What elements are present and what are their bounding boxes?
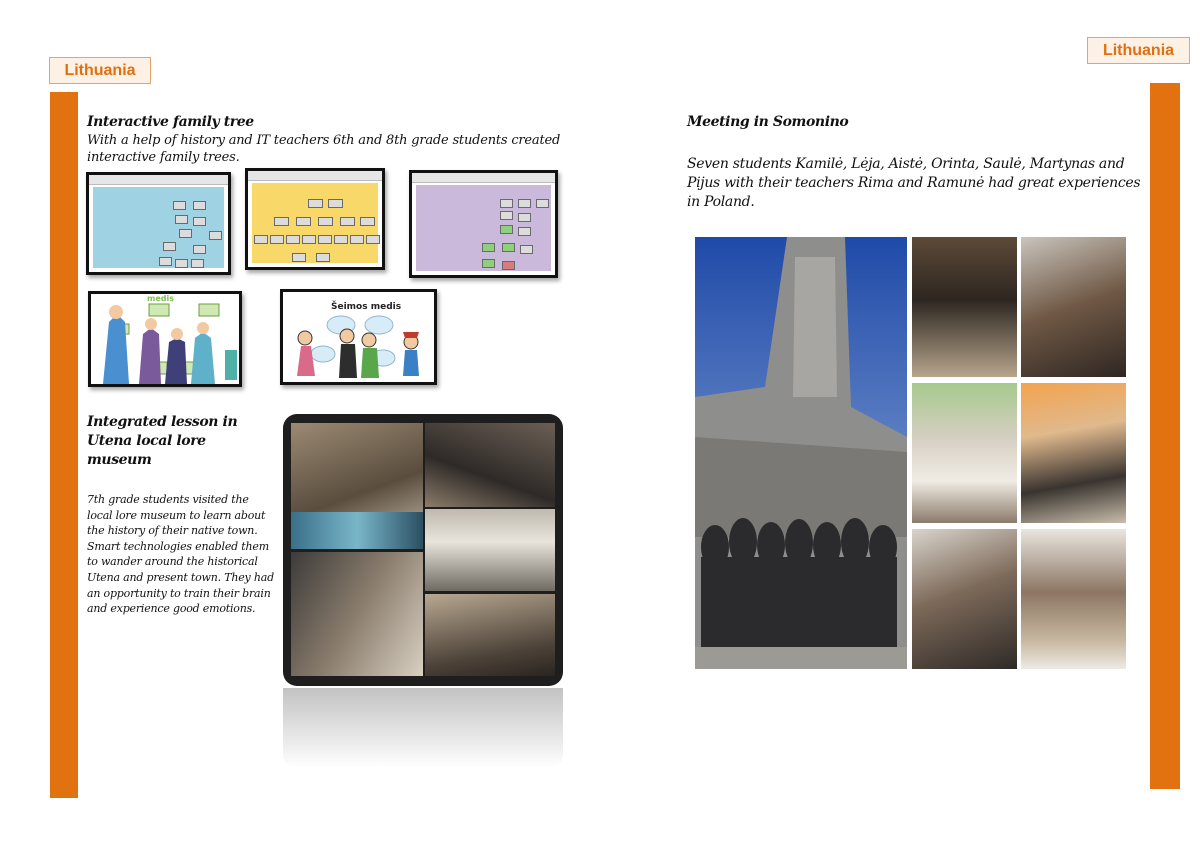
svg-text:Šeimos medis: Šeimos medis	[331, 302, 402, 312]
museum-photo	[425, 594, 555, 676]
bus-group-photo	[912, 237, 1017, 377]
museum-title: Integrated lesson in Utena local lore museum	[87, 414, 238, 468]
museum-description: 7th grade students visited the local lore museum to learn about the history of their native town. Smart technologies enabled them to wander around the historical Utena and present town. They had an opportunity to train their brain and experience good emotions.	[87, 493, 274, 616]
museum-photo	[291, 512, 423, 549]
museum-collage-reflection	[283, 688, 563, 768]
family-tree-screenshot-1	[86, 172, 231, 275]
family-tree-screenshot-2	[245, 168, 385, 270]
left-country-tag: Lithuania	[49, 57, 151, 84]
family-tree-drawing-1	[88, 291, 242, 387]
museum-photo	[425, 509, 555, 591]
museum-photo	[425, 423, 555, 507]
museum-photo	[291, 552, 423, 676]
family-tree-screenshot-3	[409, 170, 558, 278]
students-looking-up-photo	[1021, 383, 1126, 523]
family-drawing-illustration	[91, 294, 239, 384]
computer-class-photo	[1021, 237, 1126, 377]
museum-photo-collage	[283, 414, 563, 686]
svg-text:medis: medis	[147, 294, 174, 303]
left-accent-bar	[50, 92, 78, 798]
family-tree-title: Interactive family tree	[87, 114, 254, 130]
somonino-description: Seven students Kamilė, Lėja, Aistė, Orinta, Saulė, Martynas and Pijus with their teachers Rima and Ramunė had great experiences in Poland.	[687, 156, 1141, 210]
playhouse-photo	[912, 383, 1017, 523]
family-tree-description: With a help of history and IT teachers 6th and 8th grade students created interactive family trees.	[87, 133, 561, 165]
classroom-photo	[1021, 529, 1126, 669]
family-drawing-illustration-2	[283, 292, 434, 382]
right-accent-bar	[1150, 83, 1180, 789]
pottery-workshop-photo	[912, 529, 1017, 669]
right-country-tag: Lithuania	[1087, 37, 1190, 64]
family-tree-drawing-2	[280, 289, 437, 385]
monument-group-photo	[695, 237, 907, 669]
somonino-title: Meeting in Somonino	[687, 114, 849, 130]
